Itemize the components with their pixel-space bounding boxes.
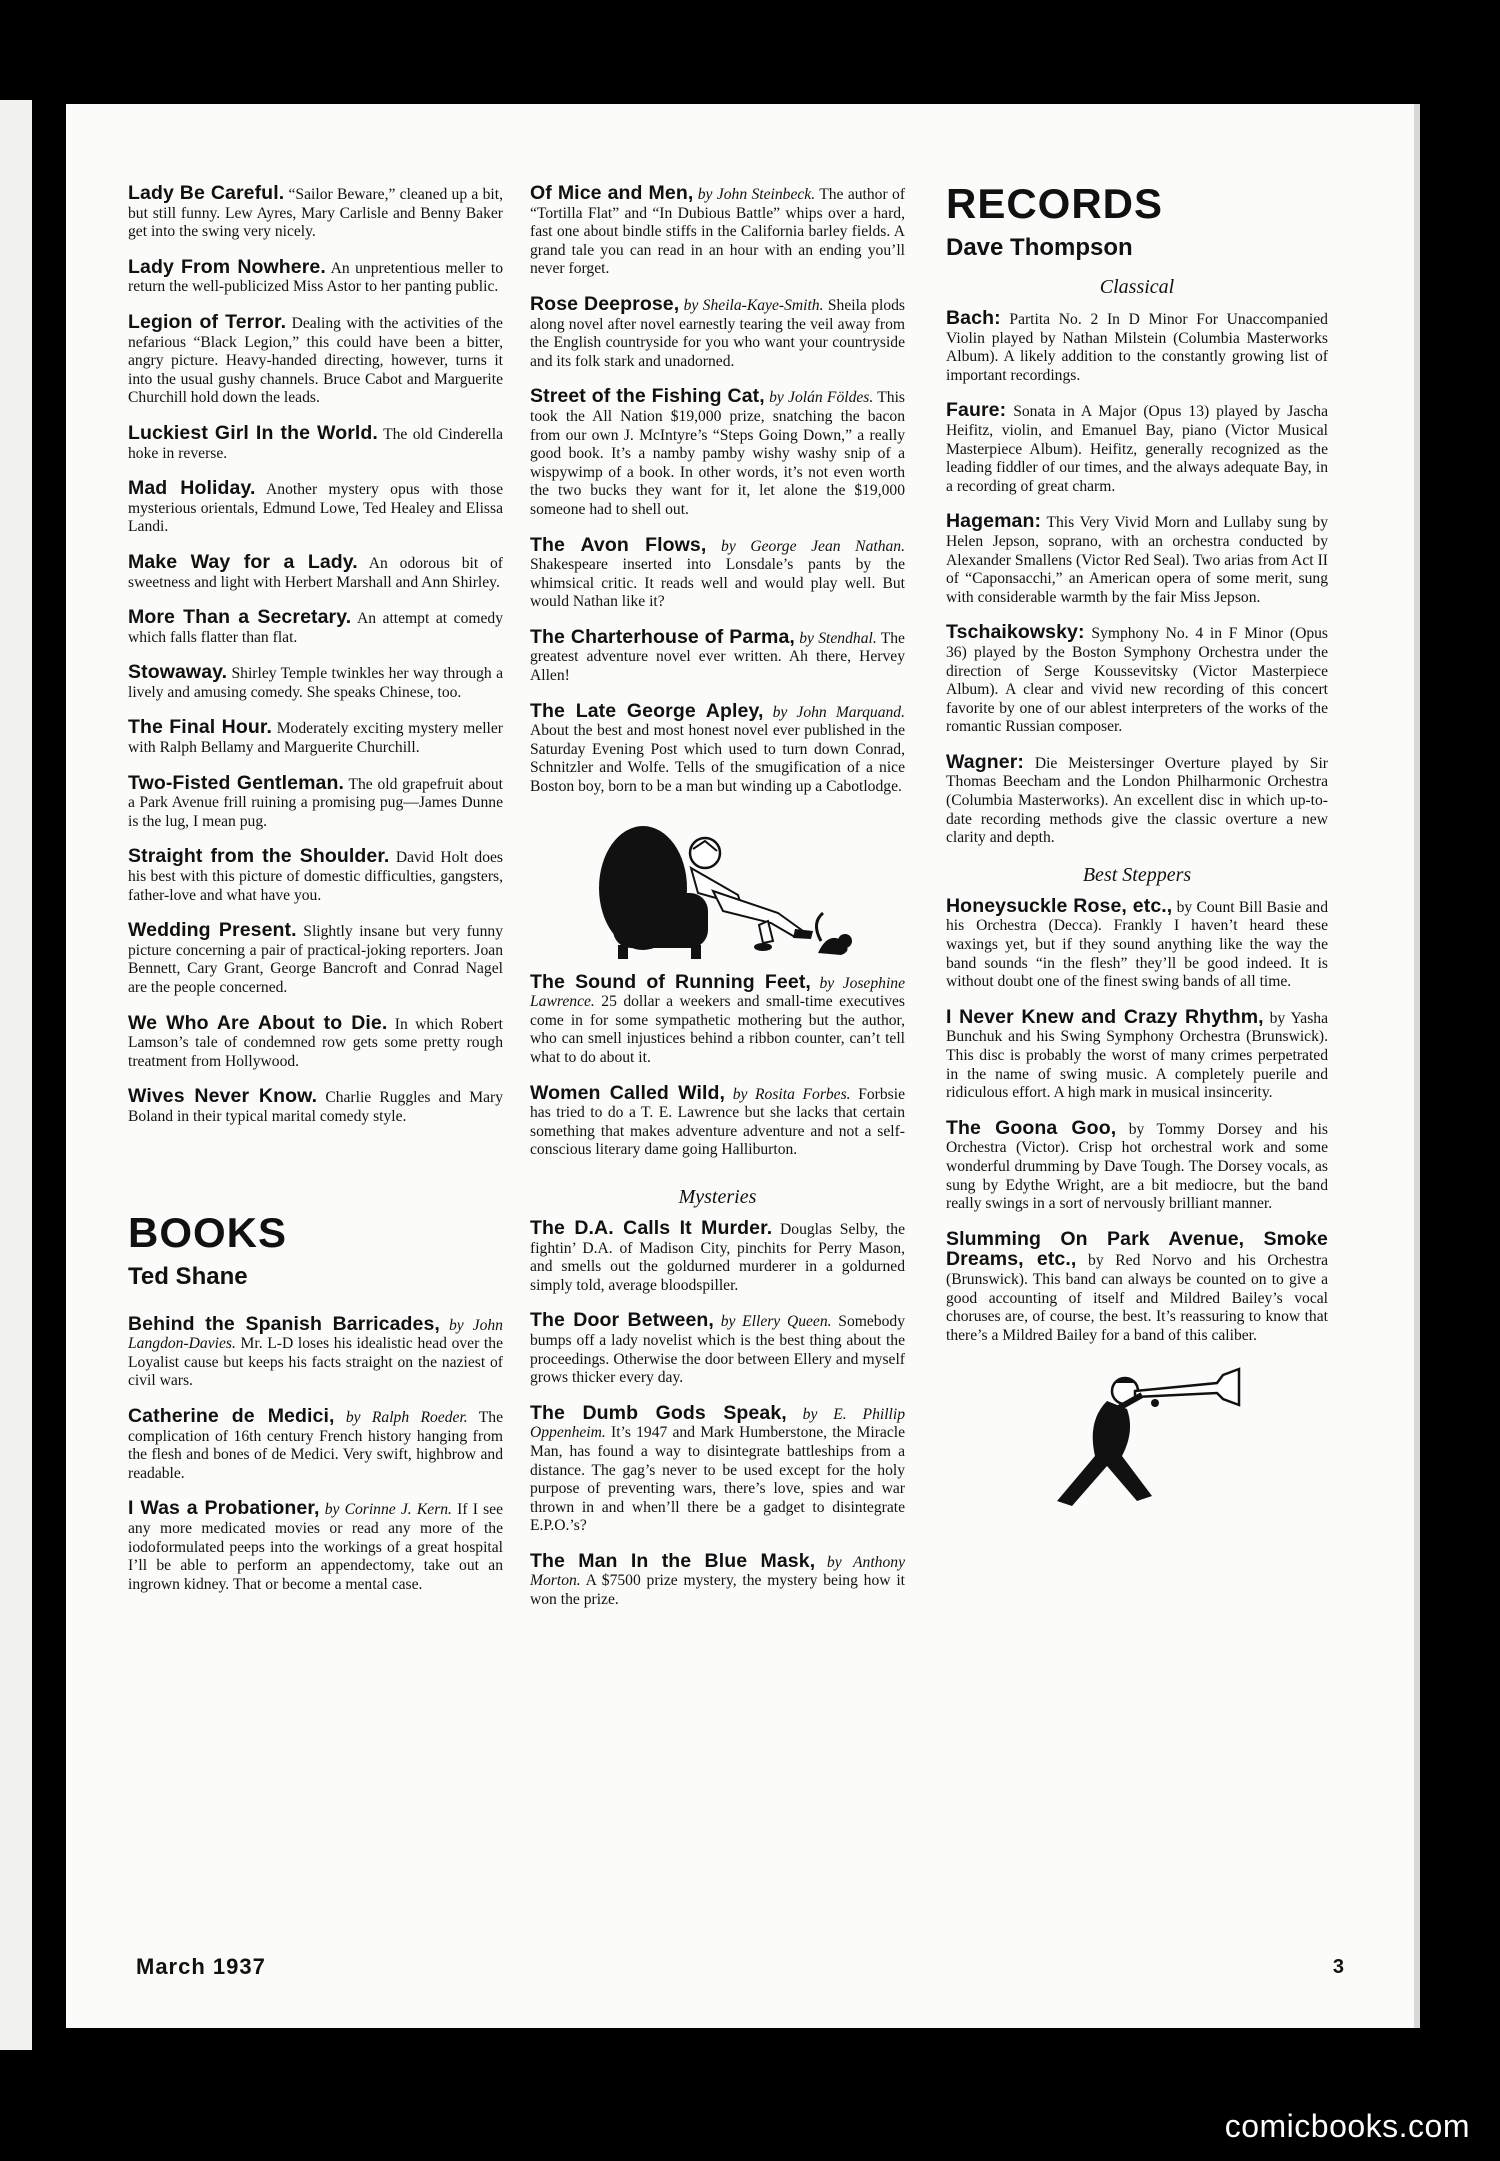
review-text: The old Cinderella hoke in reverse.: [128, 425, 503, 462]
review-entry: [128, 663, 503, 702]
review-author: by Ralph Roeder.: [345, 1408, 468, 1426]
review-title: I Was a Probationer,: [128, 1497, 320, 1520]
review-title: The Door Between,: [530, 1309, 714, 1332]
review-author: by Anthony Morton.: [530, 1553, 905, 1590]
column-middle: [530, 184, 905, 1626]
movie-reviews: [128, 184, 503, 1127]
book-reviews-left: [128, 1312, 503, 1595]
review-entry: [128, 921, 503, 997]
review-entry: [530, 533, 905, 612]
review-text: Somebody bumps off a lady novelist which is the best thing about the proceedings. Otherwise the door between Ellery and myself grows thicker every day.: [530, 1313, 905, 1387]
review-title: The D.A. Calls It Murder.: [530, 1216, 773, 1239]
review-title: Tschaikowsky:: [946, 621, 1085, 644]
best-steppers-heading: Best Steppers: [1082, 863, 1192, 886]
review-title: Honeysuckle Rose, etc.,: [946, 894, 1173, 917]
review-entry: [128, 771, 503, 832]
review-entry: [530, 292, 905, 371]
review-entry: [946, 894, 1328, 992]
review-text: The old grapefruit about a Park Avenue frill ruining a promising pug—James Dunne is the lug, I mean pug.: [128, 775, 503, 830]
review-entry: [128, 1499, 503, 1594]
review-author: by Rosita Forbes.: [732, 1085, 851, 1103]
review-entry: [128, 847, 503, 905]
review-title: Mad Holiday.: [128, 477, 256, 500]
review-text: Sonata in A Major (Opus 13) played by Jascha Heifitz, violin, and Emanuel Bay, piano (Victor Musical Masterpiece Album). Heifitz, generally recognized as the leading fiddler of our times, and the always adequate Bay, in a recording of great charm.: [946, 403, 1328, 495]
review-entry: [946, 1116, 1328, 1214]
review-text: “Sailor Beware,” cleaned up a bit, but still funny. Lew Ayres, Mary Carlisle and Benny Baker get into the swing very nicely.: [128, 186, 503, 241]
review-author: by Josephine Lawrence.: [530, 974, 905, 1011]
review-entry: [530, 699, 905, 797]
review-text: Moderately exciting mystery meller with Ralph Bellamy and Marguerite Churchill.: [128, 720, 503, 757]
review-text: An unpretentious meller to return the well-publicized Miss Astor to her panting public.: [128, 259, 503, 296]
review-title: Slumming On Park Avenue, Smoke Dreams, etc.,: [946, 1227, 1328, 1271]
review-title: Legion of Terror.: [128, 310, 287, 333]
trumpet-player-illustration: [1017, 1361, 1257, 1511]
review-entry: [128, 1404, 503, 1483]
review-title: More Than a Secretary.: [128, 606, 352, 629]
review-text: Die Meistersinger Overture played by Sir Thomas Beecham and the London Philharmonic Orchestra (Columbia Masterworks). An excellent disc in which up-to-date recording methods give the classic overture a new clarity and depth.: [946, 754, 1328, 847]
review-text: The greatest adventure novel ever written. Ah there, Hervey Allen!: [530, 629, 905, 685]
review-title: Bach:: [946, 307, 1001, 329]
review-author: by Stendhal.: [799, 629, 877, 647]
review-entry: [530, 1549, 905, 1610]
review-entry: [128, 608, 503, 647]
classical-heading: Classical: [1099, 276, 1175, 298]
review-text: This Very Vivid Morn and Lullaby sung by Helen Jepson, soprano, with an orchestra conducted by Alexander Smallens (Victor Red Seal). Two arias from Act II of “Caponsacchi,” an American opera of some merit, sung with considerable warmth by the fair Miss Jepson.: [946, 514, 1328, 606]
review-author: by Sheila-Kaye-Smith.: [683, 296, 824, 314]
mysteries-heading: Mysteries: [678, 1185, 757, 1208]
books-byline: Ted Shane: [128, 1262, 248, 1290]
review-author: by John Steinbeck.: [697, 186, 816, 203]
review-title: Wedding Present.: [128, 919, 297, 942]
review-text: Another mystery opus with those mysterious orientals, Edmund Lowe, Ted Healey and Elissa Landi.: [128, 481, 504, 536]
review-author: by George Jean Nathan.: [721, 537, 905, 555]
review-title: Make Way for a Lady.: [128, 550, 358, 573]
column-right: [946, 180, 1329, 1521]
review-author: by Ellery Queen.: [720, 1313, 832, 1331]
review-text: This took the All Nation $19,000 prize, snatching the bacon from our own J. McIntyre’s “Steps Going Down,” a really good book. It’s a namby pamby wishy washy snip of a wispywimp of a book. In other words, it’s not even worth the two bucks they want for it, let alone the $19,000 someone had to shell out.: [530, 389, 905, 518]
review-text: Charlie Ruggles and Mary Boland in their typical marital comedy style.: [128, 1089, 504, 1125]
steppers-reviews: [946, 894, 1329, 1345]
review-title: We Who Are About to Die.: [128, 1011, 388, 1034]
review-text: David Holt does his best with this picture of domestic difficulties, gangsters, father-love and what have you.: [128, 849, 503, 904]
review-text: Slightly insane but very funny picture concerning a pair of practical-joking reporters. Joan Bennett, Cary Grant, George Bancroft and Conrad Nagel are the people concerned.: [128, 923, 503, 996]
review-text: Mr. L-D loses his idealistic head over the Loyalist cause but keeps his facts straight on the naziest of civil wars.: [128, 1335, 503, 1390]
adjacent-page-edge: [0, 100, 32, 2050]
review-entry: [946, 1005, 1328, 1103]
review-text: by Red Norvo and his Orchestra (Brunswick). This band can always be counted on to give a good accounting of itself and Mildred Bailey’s vocal choruses are, of course, the best. It’s reassuring to know that there’s a Mildred Bailey for a band of this caliber.: [946, 1252, 1329, 1344]
watermark: comicbooks.com: [1224, 2108, 1470, 2144]
issue-date: March 1937: [136, 1954, 266, 1979]
review-title: The Goona Goo,: [946, 1116, 1117, 1139]
review-text: If I see any more medicated movies or read any more of the iodoformulated peeps into the workings of a great hospital I’ll be able to perform an appendectomy, take out an ingrown kidney. That or become a mental case.: [128, 1501, 503, 1593]
book-reviews-middle-lower: [530, 970, 905, 1160]
magazine-page: [66, 104, 1414, 2028]
books-heading: BOOKS: [128, 1208, 288, 1256]
review-title: Stowaway.: [128, 661, 228, 684]
review-title: Luckiest Girl In the World.: [128, 421, 378, 444]
review-title: Rose Deeprose,: [530, 292, 680, 315]
review-entry: [128, 310, 503, 408]
review-text: Forbsie has tried to do a T. E. Lawrence but she lacks that certain something that makes adventure adventure and not a self-conscious literary dame going Halliburton.: [530, 1085, 905, 1159]
review-author: by John Langdon-Davies.: [128, 1316, 503, 1353]
review-text: It’s 1947 and Mark Humberstone, the Miracle Man, has found a way to disintegrate battleships from a distance. The gag’s never to be used except for the holy purpose of preventing wars, there’s love, spies and war thrown in and when’ll there be a gadget to disintegrate E.P.O.’s?: [530, 1424, 905, 1535]
review-text: by Count Bill Basie and his Orchestra (Decca). Frankly I haven’t heard these waxings yet, but if they sound anything like the way the band sounds “in the flesh” they’ll be good indeed. It is without doubt one of the finest swing bands of all time.: [946, 898, 1328, 991]
review-title: The Dumb Gods Speak,: [530, 1401, 787, 1424]
review-title: Lady From Nowhere.: [128, 255, 326, 278]
review-author: by John Marquand.: [772, 703, 905, 721]
review-entry: [530, 970, 905, 1068]
review-text: Dealing with the activities of the nefarious “Black Legion,” this could have been a bitter, angry picture. Heavy-handed directing, however, turns it into the usual gushy channels. Bruce Cabot and Marguerite Churchill hold down the leads.: [128, 314, 503, 407]
review-title: I Never Knew and Crazy Rhythm,: [946, 1005, 1264, 1028]
review-text: 25 dollar a weekers and small-time executives come in for some sympathetic mothering but the author, who can smell injustices behind a ribbon counter, can’t tell what to do about it.: [530, 993, 905, 1066]
review-title: Two-Fisted Gentleman.: [128, 771, 345, 794]
review-entry: [946, 623, 1328, 737]
review-entry: [530, 1081, 905, 1160]
review-author: by Jolán Földes.: [769, 389, 874, 407]
review-entry: [530, 184, 905, 279]
review-entry: [946, 750, 1328, 848]
review-title: The Man In the Blue Mask,: [530, 1549, 816, 1572]
review-text: The author of “Tortilla Flat” and “In Dubious Battle” whips over a hard, fast one about bindle stiffs in the California barley fields. A grand tale you can read in an hour with an ending you’ll never forget.: [530, 186, 906, 278]
column-left: [128, 184, 503, 1610]
review-text: Partita No. 2 In D Minor For Unaccompanied Violin played by Nathan Milstein (Columbia Masterworks Album). A likely addition to the constantly growing list of important recordings.: [946, 311, 1328, 384]
review-title: Lady Be Careful.: [128, 182, 285, 204]
review-text: Douglas Selby, the fightin’ D.A. of Madison City, pinchits for Perry Mason, and smells out the goldurned murderer in a goldurned simply told, average bloodspiller.: [530, 1220, 905, 1294]
review-entry: [128, 1087, 503, 1126]
review-entry: [946, 1227, 1329, 1346]
review-entry: [128, 1011, 503, 1072]
review-author: by E. Phillip Oppenheim.: [530, 1405, 906, 1442]
review-entry: [128, 718, 503, 757]
review-text: by Yasha Bunchuk and his Swing Symphony Orchestra (Brunswick). This disc is probably the worst of many crimes perpetrated in the name of swing music. A completely puerile and ridiculous effort. A high mark in musical insincerity.: [946, 1009, 1328, 1102]
review-title: The Avon Flows,: [530, 533, 707, 556]
review-entry: [128, 184, 503, 242]
review-text: Shakespeare inserted into Lonsdale’s pants by the whimsical critic. It reads well and would play well. But would Nathan like it?: [530, 556, 905, 611]
review-title: Faure:: [946, 399, 1007, 422]
review-entry: [530, 1311, 905, 1387]
records-heading: RECORDS: [946, 180, 1164, 227]
page-number: 3: [1332, 1956, 1344, 1978]
review-title: Women Called Wild,: [530, 1081, 726, 1104]
review-entry: [946, 512, 1328, 607]
review-entry: [530, 1216, 905, 1295]
review-title: Wives Never Know.: [128, 1085, 318, 1108]
review-entry: [530, 1401, 906, 1536]
review-text: Sheila plods along novel after novel earnestly tearing the veil away from the English countryside for you who want your countryside and its folk stark and unadorned.: [530, 296, 905, 370]
review-title: The Sound of Running Feet,: [530, 970, 811, 993]
review-title: The Final Hour.: [128, 716, 272, 739]
review-entry: [946, 309, 1328, 385]
review-author: by Corinne J. Kern.: [324, 1501, 452, 1519]
review-title: The Late George Apley,: [530, 699, 764, 722]
review-title: Of Mice and Men,: [530, 182, 694, 204]
book-reviews-middle: [530, 184, 905, 797]
mystery-reviews: [530, 1216, 906, 1610]
review-entry: [128, 479, 503, 537]
review-text: Shirley Temple twinkles her way through a lively and amusing comedy. She speaks Chinese, too.: [128, 665, 503, 701]
review-entry: [128, 550, 504, 592]
review-entry: [530, 387, 905, 519]
review-text: Symphony No. 4 in F Minor (Opus 36) played by the Boston Symphony Orchestra under the direction of Serge Koussevitsky (Victor Masterpiece Album). A clear and vivid new recording of this concert favorite by one of our ablest interpreters of the works of the romantic Russian composer.: [946, 625, 1328, 736]
review-entry: [128, 421, 503, 463]
review-text: A $7500 prize mystery, the mystery being how it won the prize.: [530, 1572, 905, 1609]
review-text: About the best and most honest novel ever published in the Saturday Evening Post which used to turn down Conrad, Schnitzler and Wolfe. Tells of the smugification of a nice Boston boy, born to be a man but winding up a Cabotlodge.: [530, 722, 905, 796]
review-entry: [530, 625, 905, 686]
classical-reviews: [946, 309, 1328, 848]
review-title: Catherine de Medici,: [128, 1404, 335, 1427]
review-title: Street of the Fishing Cat,: [530, 385, 765, 408]
armchair-reader-illustration: [573, 813, 863, 963]
records-byline: Dave Thompson: [946, 234, 1133, 261]
review-title: The Charterhouse of Parma,: [530, 625, 795, 648]
review-text: An odorous bit of sweetness and light with Herbert Marshall and Ann Shirley.: [128, 554, 504, 591]
review-entry: [946, 401, 1328, 496]
review-text: In which Robert Lamson’s tale of condemned row gets some pretty rough treatment from Hollywood.: [128, 1015, 503, 1070]
review-title: Behind the Spanish Barricades,: [128, 1312, 440, 1335]
review-entry: [128, 1312, 503, 1391]
review-title: Straight from the Shoulder.: [128, 845, 390, 868]
review-text: by Tommy Dorsey and his Orchestra (Victor). Crisp hot orchestral work and some wonderful drumming by Dave Tough. The Dorsey vocals, as sung by Edythe Wright, are a bit mediocre, but the band really swings in a sort of nervously brilliant manner.: [946, 1120, 1328, 1213]
review-entry: [128, 255, 503, 297]
review-title: Wagner:: [946, 750, 1024, 773]
review-text: An attempt at comedy which falls flatter than flat.: [128, 610, 504, 646]
review-title: Hageman:: [946, 510, 1042, 533]
review-text: The complication of 16th century French history hanging from the flesh and bones of de Medici. Very swift, highbrow and readable.: [128, 1408, 503, 1482]
